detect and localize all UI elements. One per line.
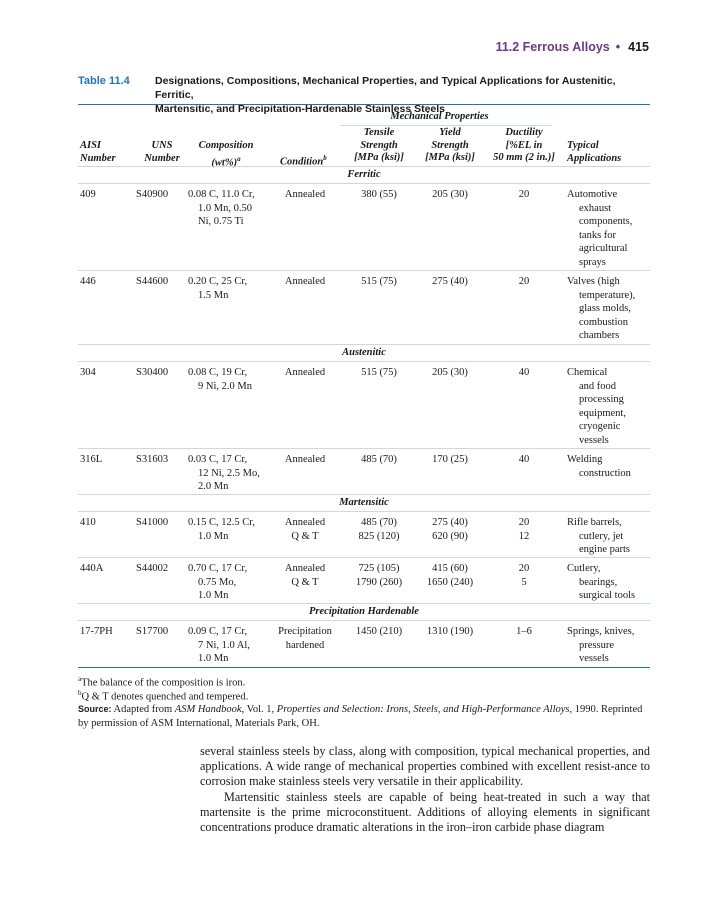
ductility-value: 20	[518, 563, 530, 574]
row-304-aisi: 304	[80, 367, 96, 378]
row-304-condition: Annealed	[284, 367, 326, 378]
application-line: and food	[579, 380, 617, 392]
row-440a-ductility	[494, 562, 554, 589]
application-line: construction	[579, 467, 631, 479]
section-martensitic-top-rule	[78, 494, 650, 495]
condition-line: Annealed	[284, 563, 326, 574]
row-410-tensile	[342, 516, 416, 543]
composition-line: Ni, 0.75 Ti	[198, 216, 244, 227]
row-316l-composition	[188, 453, 260, 494]
header-composition-line1: Composition	[198, 140, 254, 151]
section-precipitation-top-rule	[78, 603, 650, 604]
row-446-tensile: 515 (75)	[361, 276, 397, 287]
row-177ph-applications	[567, 625, 634, 666]
header-yield-line3: [MPa (ksi)]	[425, 152, 475, 163]
source-text: , 1990. Reprinted	[569, 704, 643, 715]
header-applications-line1: Typical	[567, 140, 599, 151]
row-304-composition	[188, 366, 252, 393]
ductility-value: 5	[521, 576, 527, 588]
application-line: sprays	[579, 256, 606, 268]
application-line: Valves (high	[567, 276, 620, 287]
header-group-rule	[340, 125, 552, 126]
row-316l-ductility: 40	[518, 454, 530, 465]
application-line: Automotive	[567, 189, 618, 200]
table-caption	[78, 74, 653, 116]
row-177ph-aisi: 17-7PH	[80, 626, 113, 637]
row-304-yield: 205 (30)	[432, 367, 468, 378]
composition-line: 0.15 C, 12.5 Cr,	[188, 517, 255, 528]
row-410-applications	[567, 516, 630, 557]
source-line-1	[78, 702, 653, 717]
row-409-aisi: 409	[80, 189, 96, 200]
header-uns-line2: Number	[144, 152, 180, 164]
condition-line: hardened	[285, 639, 325, 651]
footnote-mark-a: a	[237, 154, 241, 163]
tensile-value: 1790 (260)	[355, 576, 403, 588]
source-note	[78, 702, 653, 731]
row-316l-aisi: 316L	[80, 454, 103, 465]
row-304-ductility: 40	[518, 367, 530, 378]
row-316l-uns: S31603	[136, 454, 169, 465]
row-410-yield	[413, 516, 487, 543]
application-line: chambers	[579, 330, 620, 341]
source-book: ASM Handbook	[174, 704, 242, 715]
body-text	[200, 744, 650, 835]
row-316l-applications	[567, 453, 631, 480]
application-line: glass molds,	[579, 303, 631, 314]
text-line: and applications. A wide range of mechanical properties combined with excellent resist-	[200, 744, 650, 774]
condition-line: Annealed	[284, 517, 326, 528]
header-aisi-line2: Number	[80, 152, 116, 164]
condition-line: Q & T	[291, 530, 319, 542]
header-applications	[567, 140, 621, 165]
text-line: Martensitic stainless steels are capable of being heat-treated in such a way that	[224, 789, 650, 804]
row-177ph-condition	[268, 625, 342, 652]
yield-value: 620 (90)	[432, 530, 468, 542]
row-440a-applications	[567, 562, 635, 603]
row-440a-composition	[188, 562, 247, 603]
header-condition-text: Condition	[280, 156, 324, 168]
composition-line: 0.20 C, 25 Cr,	[188, 276, 248, 287]
header-yield	[410, 127, 490, 165]
application-line: vessels	[579, 434, 609, 446]
composition-line: 1.0 Mn	[198, 590, 229, 601]
text-line: martensite is the prime microconstituent. Additions of alloying elements in significant	[200, 804, 650, 819]
row-177ph-uns: S17700	[136, 626, 169, 637]
application-line: cryogenic	[579, 421, 621, 432]
caption-line-1: Designations, Compositions, Mechanical Properties, and Typical Applications for Austenitic, Ferritic,	[155, 75, 616, 101]
application-line: vessels	[579, 653, 609, 664]
application-line: Rifle barrels,	[567, 517, 622, 528]
row-409-ductility: 20	[518, 189, 530, 200]
condition-line: Precipitation	[278, 626, 332, 637]
section-precipitation-rule	[78, 620, 650, 621]
row-440a-uns: S44002	[136, 563, 169, 574]
ductility-value: 20	[518, 517, 530, 528]
application-line: Springs, knives,	[567, 626, 635, 637]
header-uns	[132, 140, 192, 165]
composition-line: 12 Ni, 2.5 Mo,	[198, 467, 260, 479]
source-title: Properties and Selection: Irons, Steels, and High-Performance Alloys	[276, 704, 570, 715]
row-440a-tensile	[342, 562, 416, 589]
row-409-uns: S40900	[136, 189, 169, 200]
row-divider	[78, 270, 650, 271]
composition-line: 0.08 C, 19 Cr,	[188, 367, 248, 378]
row-177ph-yield: 1310 (190)	[426, 626, 474, 637]
row-304-uns: S30400	[136, 367, 169, 378]
source-line-2: by permission of ASM International, Materials Park, OH.	[78, 718, 320, 729]
application-line: processing	[579, 394, 624, 405]
application-line: engine parts	[579, 544, 631, 555]
application-line: tanks for	[579, 229, 617, 241]
application-line: temperature),	[579, 289, 636, 301]
header-tensile-line3: [MPa (ksi)]	[354, 152, 404, 163]
section-martensitic-rule	[78, 511, 650, 512]
header-mechanical-properties: Mechanical Properties	[390, 111, 489, 122]
yield-value: 275 (40)	[432, 517, 468, 528]
application-line: exhaust	[579, 202, 612, 214]
row-440a-condition	[271, 562, 339, 589]
row-446-condition: Annealed	[284, 276, 326, 287]
caption-line-2: Martensitic, and Precipitation-Hardenable Stainless Steels	[155, 103, 446, 115]
application-line: equipment,	[579, 407, 626, 419]
paragraph-1	[200, 744, 650, 790]
composition-line: 1.0 Mn, 0.50	[198, 202, 252, 214]
page-number: 415	[628, 40, 649, 54]
header-composition-unit: (wt%)	[211, 157, 238, 168]
row-divider	[78, 557, 650, 558]
row-409-tensile: 380 (55)	[361, 189, 397, 200]
header-bottom-rule	[78, 166, 650, 167]
row-446-uns: S44600	[136, 276, 169, 287]
application-line: components,	[579, 216, 633, 227]
condition-line: Q & T	[291, 576, 319, 588]
running-head-section: 11.2 Ferrous Alloys	[495, 40, 610, 54]
source-text: , Vol. 1,	[241, 704, 277, 715]
composition-line: 1.5 Mn	[198, 289, 229, 301]
row-316l-tensile: 485 (70)	[361, 454, 397, 465]
composition-line: 9 Ni, 2.0 Mn	[198, 380, 252, 392]
header-tensile-line2: Strength	[360, 139, 398, 151]
paragraph-2	[200, 790, 650, 836]
text-line: ance to corrosion make stainless steels very versatile in their applicability.	[200, 759, 651, 789]
section-austenitic: Austenitic	[342, 347, 386, 358]
row-177ph-tensile: 1450 (210)	[355, 626, 403, 637]
source-label: Source:	[78, 704, 112, 714]
header-tensile	[339, 127, 419, 165]
header-yield-line1: Yield	[439, 127, 461, 138]
row-177ph-ductility: 1–6	[516, 626, 532, 637]
header-uns-line1: UNS	[151, 140, 173, 151]
composition-line: 0.09 C, 17 Cr,	[188, 626, 248, 637]
application-line: Cutlery,	[567, 563, 601, 574]
row-446-composition	[188, 275, 247, 302]
running-head	[496, 40, 649, 54]
row-409-composition	[188, 188, 255, 229]
composition-line: 0.75 Mo,	[198, 576, 237, 588]
tensile-value: 825 (120)	[358, 530, 400, 542]
text-line: concentrations produce dramatic alterations in the iron–iron carbide phase diagram	[200, 820, 605, 835]
row-410-uns: S41000	[136, 517, 169, 528]
row-410-ductility	[494, 516, 554, 543]
row-446-ductility: 20	[518, 276, 530, 287]
section-austenitic-top-rule	[78, 344, 650, 345]
row-410-aisi: 410	[80, 517, 96, 528]
application-line: cutlery, jet	[579, 530, 624, 542]
header-ductility-line3: 50 mm (2 in.)]	[493, 152, 555, 163]
application-line: Chemical	[567, 367, 608, 378]
yield-value: 1650 (240)	[426, 576, 474, 588]
row-410-condition	[271, 516, 339, 543]
header-applications-line2: Applications	[567, 152, 622, 164]
header-ductility-line2: [%EL in	[505, 139, 543, 151]
composition-line: 0.08 C, 11.0 Cr,	[188, 189, 255, 200]
table-label: Table 11.4	[78, 75, 130, 87]
header-yield-line2: Strength	[431, 139, 469, 151]
composition-line: 1.0 Mn	[198, 653, 229, 664]
section-precipitation: Precipitation Hardenable	[309, 606, 419, 617]
header-aisi	[80, 140, 116, 165]
row-410-composition	[188, 516, 255, 543]
section-martensitic: Martensitic	[339, 497, 389, 508]
row-316l-yield: 170 (25)	[432, 454, 468, 465]
application-line: Welding	[567, 454, 603, 465]
section-ferritic: Ferritic	[347, 169, 381, 180]
tensile-value: 725 (105)	[358, 563, 400, 574]
yield-value: 415 (60)	[432, 563, 468, 574]
footnote-a-text: The balance of the composition is iron.	[81, 677, 246, 689]
composition-line: 7 Ni, 1.0 Al,	[198, 639, 250, 651]
row-409-applications	[567, 188, 632, 269]
ductility-value: 12	[518, 530, 530, 542]
row-177ph-composition	[188, 625, 250, 666]
source-text: Adapted from	[111, 704, 175, 715]
table-top-rule	[78, 104, 650, 105]
row-409-condition: Annealed	[284, 189, 326, 200]
row-304-tensile: 515 (75)	[361, 367, 397, 378]
footnote-b-text: Q & T denotes quenched and tempered.	[81, 691, 249, 703]
text-line: several stainless steels by class, along with composition, typical mechanical properties,	[200, 744, 629, 758]
row-316l-condition: Annealed	[284, 454, 326, 465]
application-line: surgical tools	[579, 590, 636, 601]
row-446-yield: 275 (40)	[432, 276, 468, 287]
composition-line: 0.03 C, 17 Cr,	[188, 454, 248, 465]
composition-line: 2.0 Mn	[198, 481, 229, 492]
row-440a-yield	[413, 562, 487, 589]
footnote-mark-b: b	[323, 154, 327, 162]
header-tensile-line1: Tensile	[363, 127, 395, 138]
application-line: combustion	[579, 316, 628, 328]
application-line: pressure	[579, 639, 614, 651]
header-aisi-line1: AISI	[80, 140, 102, 151]
row-446-applications	[567, 275, 635, 343]
row-440a-aisi: 440A	[80, 563, 104, 574]
row-304-applications	[567, 366, 626, 447]
section-austenitic-rule	[78, 361, 650, 362]
footnote-a-mark: a	[78, 675, 82, 683]
tensile-value: 485 (70)	[361, 517, 397, 528]
application-line: bearings,	[579, 576, 618, 588]
row-409-yield: 205 (30)	[432, 189, 468, 200]
row-divider	[78, 448, 650, 449]
section-ferritic-rule	[78, 183, 650, 184]
composition-line: 1.0 Mn	[198, 530, 229, 542]
footnote-b-mark: b	[78, 689, 82, 697]
row-446-aisi: 446	[80, 276, 96, 287]
composition-line: 0.70 C, 17 Cr,	[188, 563, 248, 574]
running-head-separator: •	[615, 40, 621, 54]
header-ductility	[482, 127, 566, 165]
header-ductility-line1: Ductility	[505, 127, 543, 138]
application-line: agricultural	[579, 243, 628, 254]
table-bottom-rule	[78, 667, 650, 668]
